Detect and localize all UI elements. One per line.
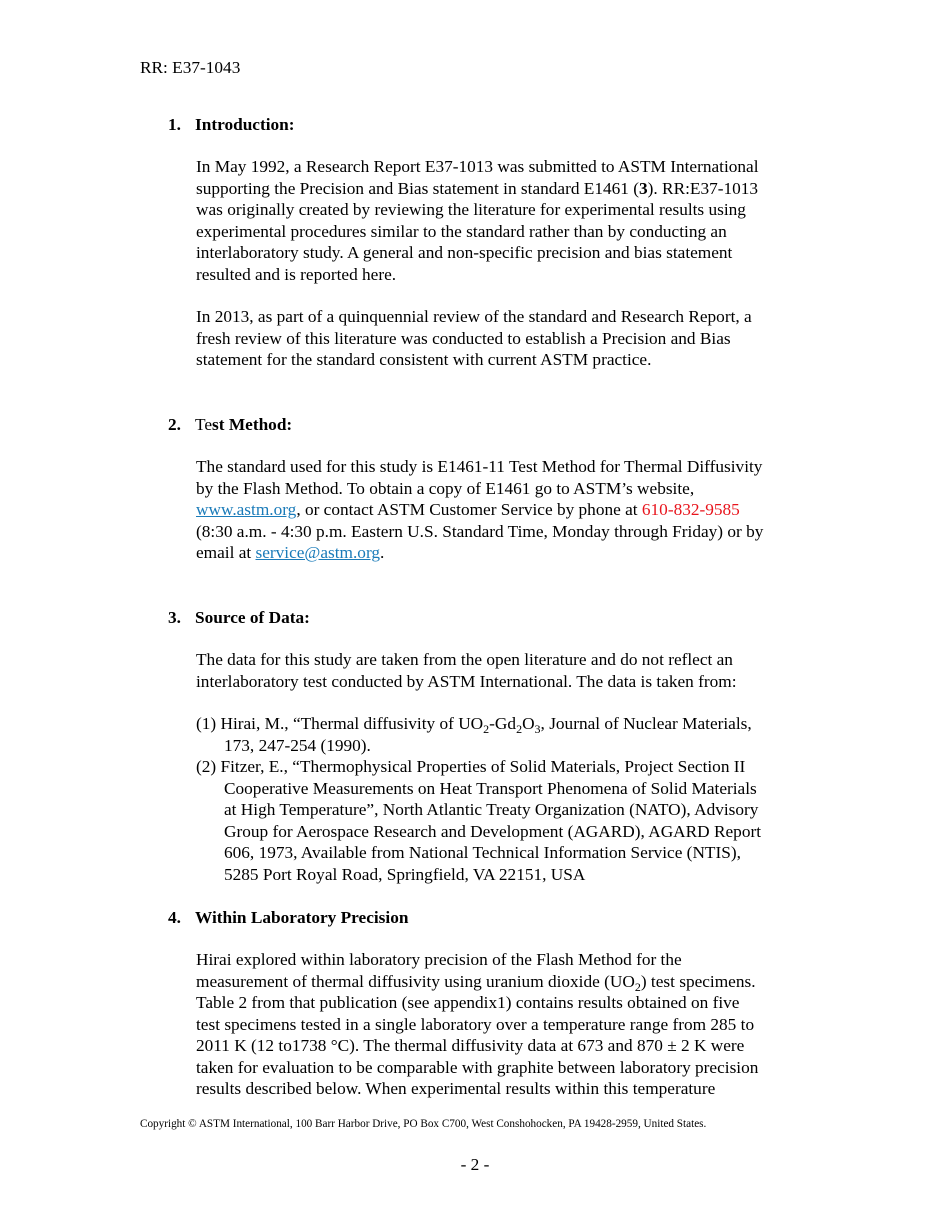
- page-number: - 2 -: [460, 1155, 490, 1174]
- text-line: taken for evaluation to be comparable with graphite between laboratory precision: [196, 1057, 759, 1077]
- text-line: (8:30 a.m. - 4:30 p.m. Eastern U.S. Standard Time, Monday through Friday) or by: [196, 521, 764, 541]
- text-span: , Journal of Nuclear Materials,: [540, 714, 752, 733]
- within-lab-precision-paragraph: [196, 949, 836, 1100]
- text-span: -Gd: [489, 714, 517, 733]
- section-title-prefix: Te: [195, 415, 213, 434]
- text-span: Hirai, M., “Thermal diffusivity of UO: [216, 714, 484, 733]
- subscript: 2: [516, 722, 523, 736]
- introduction-paragraph-2: [196, 306, 836, 371]
- text-line: In May 1992, a Research Report E37-1013 was submitted to ASTM International: [196, 157, 759, 176]
- text-span: ). RR:E37-1013: [647, 178, 759, 198]
- text-line: 173, 247-254 (1990).: [224, 735, 371, 755]
- reference-1: [196, 713, 836, 756]
- copyright-footer: Copyright © ASTM International, 100 Barr Harbor Drive, PO Box C700, West Conshohocken, PA 19428-2959, United States.: [140, 1118, 707, 1130]
- phone-number: 610-832-9585: [641, 500, 740, 519]
- text-line: [196, 713, 836, 735]
- text-line: In 2013, as part of a quinquennial review of the standard and Research Report, a: [196, 307, 752, 326]
- section-1-heading: [168, 114, 295, 136]
- text-line: 606, 1973, Available from National Technical Information Service (NTIS),: [224, 843, 741, 862]
- source-of-data-paragraph: [196, 649, 836, 692]
- section-title: Introduction:: [195, 115, 295, 134]
- text-line: experimental procedures similar to the standard rather than by conducting an: [196, 221, 727, 241]
- text-span: email at: [196, 543, 256, 562]
- subscript: 3: [534, 722, 541, 736]
- reference-label: (1): [196, 714, 217, 733]
- text-span: O: [522, 714, 535, 733]
- text-line: Table 2 from that publication (see appendix1) contains results obtained on five: [196, 993, 740, 1012]
- text-span: Fitzer, E., “Thermophysical Properties of Solid Materials, Project Section II: [216, 757, 746, 776]
- text-line: [196, 542, 836, 564]
- text-line: interlaboratory study. A general and non-specific precision and bias statement: [196, 243, 733, 262]
- text-line: The standard used for this study is E1461-11 Test Method for Thermal Diffusivity: [196, 457, 763, 476]
- text-span: , or contact ASTM Customer Service by phone at: [296, 500, 642, 519]
- section-2-heading: [168, 414, 292, 436]
- text-line: [196, 756, 836, 778]
- section-title: st Method:: [212, 415, 293, 434]
- text-line: fresh review of this literature was conducted to establish a Precision and Bias: [196, 328, 731, 348]
- text-line: at High Temperature”, North Atlantic Treaty Organization (NATO), Advisory: [224, 800, 759, 819]
- text-span: ) test specimens.: [640, 971, 756, 991]
- reference-2: [196, 756, 836, 885]
- service-email-link[interactable]: service@astm.org: [255, 543, 381, 562]
- text-span: .: [380, 543, 385, 562]
- text-line: 2011 K (12 to1738 °C). The thermal diffusivity data at 673 and 870 ± 2 K were: [196, 1036, 745, 1055]
- text-line: Cooperative Measurements on Heat Transport Phenomena of Solid Materials: [224, 778, 757, 798]
- section-number: 2.: [168, 415, 181, 434]
- test-method-paragraph: [196, 456, 836, 564]
- section-4-heading: [168, 907, 408, 929]
- text-line: was originally created by reviewing the literature for experimental results using: [196, 200, 746, 219]
- astm-website-link[interactable]: www.astm.org: [196, 500, 297, 519]
- section-number: 3.: [168, 608, 181, 627]
- section-title: Within Laboratory Precision: [195, 908, 409, 927]
- bold-reference: 3: [639, 178, 648, 198]
- text-line: results described below. When experimental results within this temperature: [196, 1079, 716, 1098]
- text-line: Group for Aerospace Research and Development (AGARD), AGARD Report: [224, 821, 762, 841]
- text-span: measurement of thermal diffusivity using uranium dioxide (UO: [196, 971, 635, 991]
- report-id-header: RR: E37-1043: [140, 58, 241, 77]
- text-line: resulted and is reported here.: [196, 264, 397, 284]
- text-line: test specimens tested in a single laboratory over a temperature range from 285 to: [196, 1014, 755, 1034]
- section-number: 4.: [168, 908, 181, 927]
- text-line: [196, 971, 836, 993]
- subscript: 2: [483, 722, 490, 736]
- text-line: by the Flash Method. To obtain a copy of E1461 go to ASTM’s website,: [196, 478, 695, 498]
- subscript: 2: [634, 979, 641, 994]
- text-line: statement for the standard consistent with current ASTM practice.: [196, 350, 652, 369]
- text-line: Hirai explored within laboratory precision of the Flash Method for the: [196, 950, 682, 969]
- section-3-heading: [168, 607, 310, 629]
- text-line: [196, 178, 836, 200]
- text-line: interlaboratory test conducted by ASTM International. The data is taken from:: [196, 671, 737, 691]
- introduction-paragraph-1: [196, 156, 836, 285]
- section-number: 1.: [168, 115, 181, 134]
- section-title: Source of Data:: [195, 608, 310, 627]
- text-line: [196, 499, 836, 521]
- reference-label: (2): [196, 757, 217, 776]
- text-line: 5285 Port Royal Road, Springfield, VA 22151, USA: [224, 864, 586, 884]
- text-line: The data for this study are taken from the open literature and do not reflect an: [196, 650, 733, 669]
- text-span: supporting the Precision and Bias statement in standard E1461 (: [196, 178, 639, 198]
